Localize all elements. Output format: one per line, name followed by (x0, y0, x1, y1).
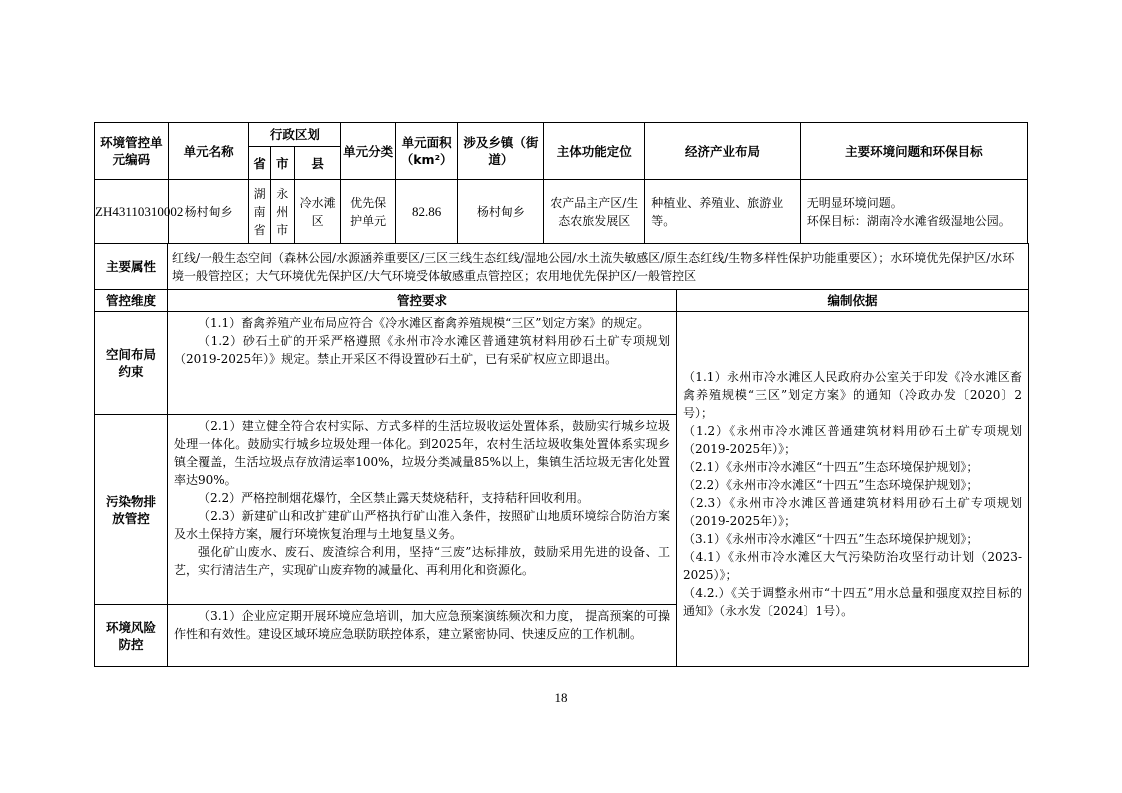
county-cell: 冷水滩区 (294, 180, 340, 244)
requirement-1-2: （1.2）砂石土矿的开采严格遵照《永州市冷水滩区普通建筑材料用砂石土矿专项规划（2019-2025年）》规定。禁止开采区不得设置砂石土矿，已有采矿权应立即退出。 (174, 334, 670, 366)
basis-2-3: （2.3）《永州市冷水滩区普通建筑材料用砂石土矿专项规划（2019-2025年）》； (683, 496, 1022, 528)
requirement-2-3: （2.3）新建矿山和改扩建矿山严格执行矿山准入条件，按照矿山地质环境综合防治方案及水土保持方案，履行环境恢复治理与土地复垦义务。 (174, 509, 670, 541)
requirements-risk (168, 605, 677, 667)
header-admin: 行政区划 (249, 123, 341, 147)
control-table (94, 289, 1029, 667)
basis-2-2: （2.2）《永州市冷水滩区“十四五”生态环境保护规划》； (683, 478, 979, 492)
economy-cell: 种植业、养殖业、旅游业等。 (645, 180, 800, 244)
env-goal: 环保目标：湖南冷水滩省级湿地公园。 (806, 213, 1011, 228)
township-cell: 杨村甸乡 (458, 180, 544, 244)
header-function: 主体功能定位 (544, 123, 645, 180)
header-economy: 经济产业布局 (645, 123, 800, 180)
dimension-pollution: 污染物排放管控 (95, 415, 168, 605)
attributes-label: 主要属性 (95, 244, 168, 290)
header-area-unit: （km²） (400, 152, 453, 167)
header-env: 主要环境问题和环保目标 (800, 123, 1027, 180)
basis-3-1: （3.1）《永州市冷水滩区“十四五”生态环境保护规划》； (683, 532, 979, 546)
requirement-2-1: （2.1）建立健全符合农村实际、方式多样的生活垃圾收运处置体系，鼓励实行城乡垃圾处理一体化。鼓励实行城乡垃圾处理一体化。到2025年，农村生活垃圾收集处置体系实现乡镇全覆盖，生活垃圾点存放清运率100%，垃圾分类减量85%以上，集镇生活垃圾无害化处置率达90%。 (174, 419, 670, 487)
unit-name-cell: 杨村甸乡 (168, 180, 249, 244)
requirements-spatial (168, 312, 677, 415)
basis-4-1: （4.1）《永州市冷水滩区大气污染防治攻坚行动计划（2023-2025）》； (683, 550, 1022, 582)
header-province: 省 (249, 147, 270, 180)
unit-type-cell: 优先保护单元 (341, 180, 396, 244)
city-cell: 永州市 (270, 180, 294, 244)
page-number: 18 (554, 690, 568, 705)
attributes-table (94, 243, 1029, 290)
dimension-risk: 环境风险防控 (95, 605, 168, 667)
header-area (395, 123, 458, 180)
requirement-1-1: （1.1）畜禽养殖产业布局应符合《冷水滩区畜禽养殖规模“三区”划定方案》的规定。 (198, 316, 650, 330)
requirement-3-1: （3.1）企业应定期开展环境应急培训，加大应急预案演练频次和力度， 提高预案的可操作性和有效性。建设区域环境应急联防联控体系，建立紧密协同、快速反应的工作机制。 (174, 609, 670, 641)
control-basis-header: 编制依据 (677, 290, 1029, 312)
basis-4-2: （4.2.）《关于调整永州市“十四五”用水总量和强度双控目标的通知》（永水发〔2024〕1号）。 (683, 586, 1022, 618)
header-township: 涉及乡镇（街道） (458, 123, 544, 180)
control-dimension-header: 管控维度 (95, 290, 168, 312)
basis-2-1: （2.1）《永州市冷水滩区“十四五”生态环境保护规划》； (683, 460, 979, 474)
unit-info-table (94, 122, 1028, 244)
requirement-2-2: （2.2）严格控制烟花爆竹，全区禁止露天焚烧秸秆，支持秸秆回收利用。 (198, 491, 590, 505)
attributes-text: 红线/一般生态空间（森林公园/水源涵养重要区/三区三线生态红线/湿地公园/水土流失敏感区/原生态红线/生物多样性保护功能重要区）；水环境优先保护区/水环境一般管控区；大气环境优先保护区/大气环境受体敏感重点管控区；农用地优先保护区/一般管控区 (168, 244, 1029, 290)
basis-1-2: （1.2）《永州市冷水滩区普通建筑材料用砂石土矿专项规划（2019-2025年）》； (683, 424, 1022, 456)
requirement-2-4: 强化矿山废水、废石、废渣综合利用，坚持“三废”达标排放，鼓励采用先进的设备、工艺，实行清洁生产，实现矿山废弃物的减量化、再利用化和资源化。 (174, 545, 670, 577)
requirements-pollution (168, 415, 677, 605)
header-city: 市 (270, 147, 294, 180)
basis-cell (677, 312, 1029, 667)
area-cell: 82.86 (395, 180, 458, 244)
basis-1-1: （1.1）永州市冷水滩区人民政府办公室关于印发《冷水滩区畜禽养殖规模“三区”划定方案》的通知（冷政办发〔2020〕2号）； (683, 370, 1022, 420)
header-unit-code: 环境管控单元编码 (95, 123, 169, 180)
function-cell: 农产品主产区/生态农旅发展区 (544, 180, 645, 244)
header-unit-name: 单元名称 (168, 123, 249, 180)
unit-code-cell: ZH43110310002 (95, 180, 169, 244)
env-cell (800, 180, 1027, 244)
env-issue: 无明显环境问题。 (806, 195, 903, 210)
header-unit-type: 单元分类 (341, 123, 396, 180)
header-county: 县 (294, 147, 340, 180)
province-cell: 湖南省 (249, 180, 270, 244)
control-requirements-header: 管控要求 (168, 290, 677, 312)
header-area-label: 单元面积 (401, 135, 452, 150)
dimension-spatial: 空间布局约束 (95, 312, 168, 415)
